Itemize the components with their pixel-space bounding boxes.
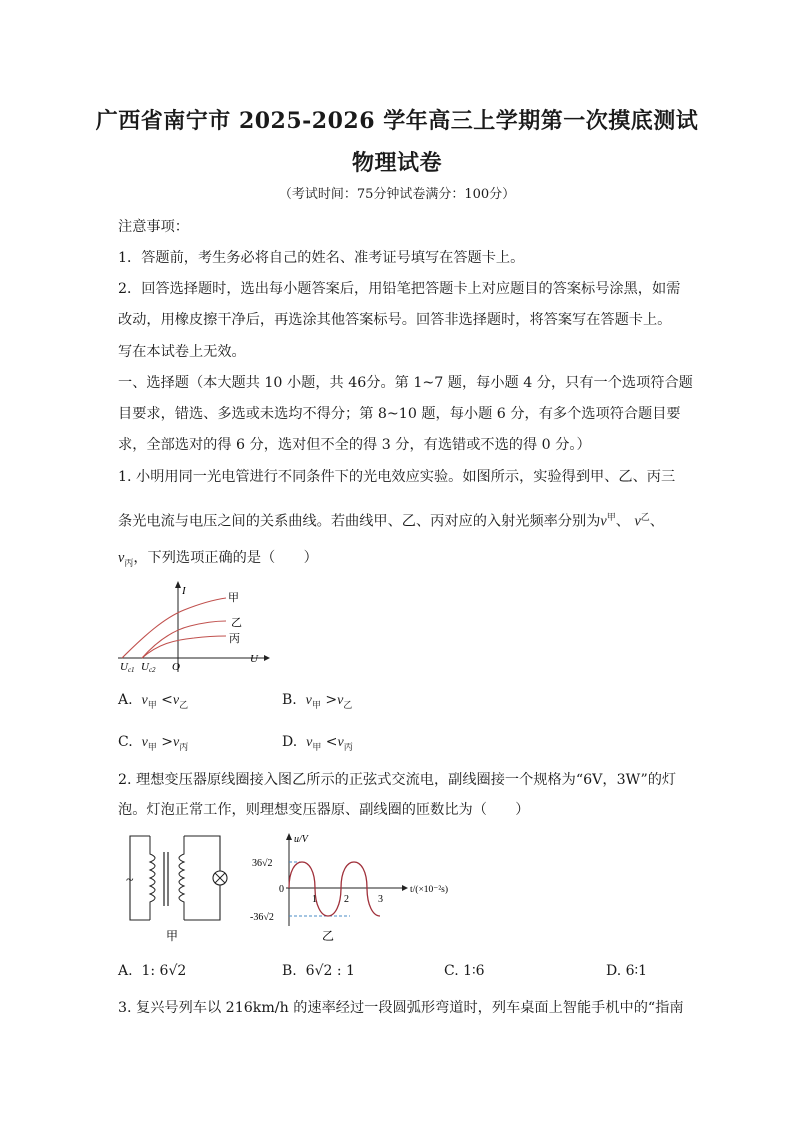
u-axis-arrow — [264, 655, 270, 661]
q2-option-b — [282, 961, 355, 981]
q1-option-d — [282, 732, 353, 758]
fig-jia-label: 甲 — [166, 929, 179, 943]
nu-symbol: ν — [337, 693, 344, 708]
label-i: I — [182, 585, 186, 597]
option-text: 6√2 : 1 — [305, 963, 355, 979]
nu-sub-yi: 乙 — [640, 513, 650, 523]
t-axis-arrow — [402, 885, 408, 891]
notice-item-2-line-3: 写在本试卷上无效。 — [118, 344, 246, 360]
nu-sub-bing: 丙 — [124, 558, 134, 569]
origin-label: 0 — [279, 884, 284, 895]
notice-item-2-line-1: 2．回答选择题时，选出每小题答案后，用铅笔把答题卡上对应题目的答案标号涂黑，如需 — [118, 281, 681, 297]
primary-coil — [150, 836, 155, 920]
sub-bing: 丙 — [179, 742, 189, 753]
option-label: B. — [282, 963, 297, 979]
label-origin: O — [172, 661, 180, 673]
secondary-coil — [179, 836, 184, 920]
neg-peak-label: -36√2 — [250, 912, 274, 923]
option-label: B. — [282, 692, 297, 708]
q2-sine-graph — [248, 826, 470, 946]
sub-jia: 甲 — [312, 742, 322, 753]
notice-item-1: 1．答题前，考生务必将自己的姓名、准考证号填写在答题卡上。 — [118, 250, 525, 266]
nu-symbol: ν — [600, 513, 607, 530]
uc2-sub: c2 — [148, 666, 156, 674]
sub-jia: 甲 — [147, 700, 157, 711]
separator: 、 — [649, 513, 664, 530]
sub-jia: 甲 — [147, 742, 157, 753]
option-label: A. — [118, 963, 133, 979]
nu-symbol: ν — [141, 735, 148, 750]
q1-iv-graph — [114, 578, 274, 674]
ac-source-icon: ~ — [126, 873, 134, 888]
relation: > — [325, 692, 338, 708]
uc1-main: U — [120, 661, 128, 673]
nu-symbol: ν — [173, 735, 180, 750]
nu-symbol: ν — [305, 693, 312, 708]
label-jia: 甲 — [228, 592, 239, 604]
q2-option-d: D. 6∶1 — [606, 963, 648, 979]
option-label: C. — [118, 734, 133, 750]
curve-jia — [122, 598, 226, 658]
label-yi: 乙 — [231, 617, 242, 629]
option-text: 1: 6√2 — [141, 963, 187, 979]
sub-jia: 甲 — [311, 700, 321, 711]
uc1-sub: c1 — [127, 666, 135, 674]
q2-line-2: 泡。灯泡正常工作，则理想变压器原、副线圈的匝数比为（ ） — [118, 802, 530, 818]
q1-line-2 — [118, 508, 678, 532]
q2-line-1: 2. 理想变压器原线圈接入图乙所示的正弦式交流电，副线圈接一个规格为“6V，3W”的灯 — [118, 772, 677, 788]
nu-symbol: ν — [118, 550, 125, 566]
q1-option-c — [118, 732, 188, 758]
sine-wave — [289, 862, 380, 916]
label-uc1 — [120, 661, 135, 674]
q3-line-1: 3. 复兴号列车以 216km/h 的速率经过一段圆弧形弯道时，列车桌面上智能手机中的“指南 — [118, 1000, 684, 1016]
nu-sub-jia: 甲 — [606, 513, 616, 523]
exam-info: （考试时间：75分钟试卷满分：100分） — [278, 187, 516, 202]
pos-peak-label: 36√2 — [252, 858, 273, 869]
q2-option-c: C. 1∶6 — [444, 963, 485, 979]
option-label: D. — [282, 734, 298, 750]
relation: < — [325, 734, 338, 750]
u-axis-label: u/V — [294, 834, 308, 845]
nu-symbol: ν — [172, 693, 180, 708]
exam-subtitle: 物理试卷 — [351, 150, 442, 176]
u-axis-arrow — [286, 833, 292, 840]
q2-option-a — [118, 961, 186, 981]
q1-line-3-tail: ，下列选项正确的是（ ） — [133, 550, 318, 566]
section-1-line-3: 求，全部选对的得 6 分，选对但不全的得 3 分，有选错或不选的得 0 分。） — [118, 437, 591, 453]
relation: > — [161, 734, 173, 750]
relation: < — [161, 692, 173, 708]
label-uc2 — [141, 661, 156, 674]
uc2-main: U — [141, 661, 149, 673]
q1-line-3 — [118, 548, 678, 574]
nu-symbol: ν — [337, 735, 344, 750]
notice-item-2-line-2: 改动，用橡皮擦干净后，再选涂其他答案标号。回答非选择题时，将答案写在答题卡上。 — [118, 312, 672, 328]
exam-title: 广西省南宁市 2025-2026 学年高三上学期第一次摸底测试 — [95, 108, 699, 134]
tick-2: 2 — [344, 894, 349, 905]
section-1-line-2: 目要求，错选、多选或未选均不得分；第 8~10 题，每小题 6 分，有多个选项符合题目要 — [118, 406, 681, 422]
q1-option-a — [118, 690, 188, 716]
nu-symbol: ν — [141, 693, 148, 708]
label-u: U — [250, 653, 258, 665]
q1-line-1: 1. 小明用同一光电管进行不同条件下的光电效应实验。如图所示，实验得到甲、乙、丙三 — [118, 469, 676, 485]
section-1-line-1: 一、选择题（本大题共 10 小题，共 46分。第 1~7 题，每小题 4 分，只有一个选项符合题 — [118, 375, 693, 391]
fig-yi-label: 乙 — [322, 929, 335, 943]
q2-transformer-figure — [120, 828, 232, 946]
option-label: A. — [118, 692, 133, 708]
sub-yi: 乙 — [179, 700, 189, 711]
notice-heading: 注意事项： — [118, 219, 189, 235]
nu-symbol: ν — [306, 735, 313, 750]
q1-option-b — [282, 690, 352, 716]
t-axis-label: t/(×10⁻²s) — [410, 885, 449, 895]
curve-bing — [142, 636, 226, 658]
tick-1: 1 — [312, 894, 317, 905]
nu-symbol: ν — [634, 513, 641, 530]
i-axis-arrow — [175, 581, 181, 588]
q1-line-2-text: 条光电流与电压之间的关系曲线。若曲线甲、乙、丙对应的入射光频率分别为 — [118, 513, 601, 530]
tick-3: 3 — [378, 894, 383, 905]
sub-yi: 乙 — [343, 700, 353, 711]
separator: 、 — [615, 513, 630, 530]
sub-bing: 丙 — [343, 742, 353, 753]
label-bing: 丙 — [229, 633, 240, 645]
